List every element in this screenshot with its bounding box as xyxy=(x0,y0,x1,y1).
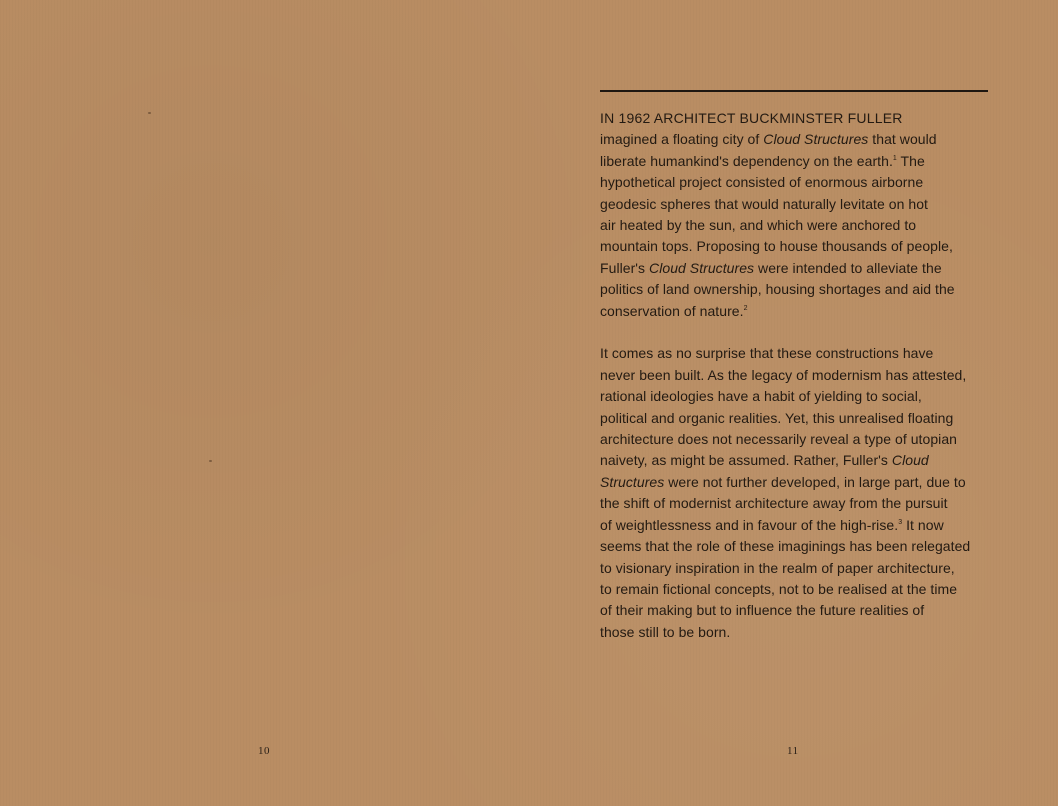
top-rule xyxy=(600,90,988,92)
paper-speck xyxy=(209,460,212,462)
body-text xyxy=(600,108,992,643)
text-line: IN 1962 ARCHITECT BUCKMINSTER FULLER xyxy=(600,110,903,126)
text-line: geodesic spheres that would naturally levitate on hot xyxy=(600,195,928,212)
page-number-right: 11 xyxy=(787,745,799,757)
text-line: hypothetical project consisted of enormous airborne xyxy=(600,174,924,191)
italic-title: Structures xyxy=(600,473,665,490)
text-line: Structures were not further developed, in large part, due to xyxy=(600,473,966,490)
text-line: politics of land ownership, housing shortages and aid the xyxy=(600,281,955,298)
text-line: of weightlessness and in favour of the high-rise.$^3$ It now xyxy=(600,516,944,533)
text-line: to visionary inspiration in the realm of paper architecture, xyxy=(600,559,955,576)
italic-title: Cloud xyxy=(891,452,929,469)
text-line: imagined a floating city of Cloud Structures that would xyxy=(600,131,937,148)
footnote-marker: 2 xyxy=(743,304,748,312)
footnote-marker: 1 xyxy=(892,154,897,162)
text-line: architecture does not necessarily reveal a type of utopian xyxy=(600,431,957,448)
text-line: air heated by the sun, and which were anchored to xyxy=(600,217,917,234)
text-line: never been built. As the legacy of modernism has attested, xyxy=(600,366,967,383)
italic-title: Cloud Structures xyxy=(763,131,869,148)
text-line: seems that the role of these imaginings has been relegated xyxy=(600,538,971,555)
text-line: liberate humankind's dependency on the earth.$^1$ The xyxy=(600,152,925,169)
text-line: of their making but to influence the future realities of xyxy=(600,602,925,619)
text-line: those still to be born. xyxy=(600,623,731,640)
text-line: naivety, as might be assumed. Rather, Fuller's Cloud xyxy=(600,452,929,469)
text-line: Fuller's Cloud Structures were intended to alleviate the xyxy=(600,259,942,276)
text-line: mountain tops. Proposing to house thousands of people, xyxy=(600,238,953,255)
text-line: It comes as no surprise that these constructions have xyxy=(600,345,934,362)
text-line: to remain fictional concepts, not to be realised at the time xyxy=(600,580,958,597)
text-line: conservation of nature.$^2$ xyxy=(600,302,748,319)
page-number-left: 10 xyxy=(258,745,270,757)
footnote-marker: 3 xyxy=(898,518,903,526)
italic-title: Cloud Structures xyxy=(649,259,755,276)
text-line: political and organic realities. Yet, this unrealised floating xyxy=(600,409,954,426)
text-line: rational ideologies have a habit of yielding to social, xyxy=(600,388,922,405)
paragraph-gap xyxy=(600,322,992,343)
paper-speck xyxy=(148,112,151,114)
text-line: the shift of modernist architecture away from the pursuit xyxy=(600,495,948,512)
